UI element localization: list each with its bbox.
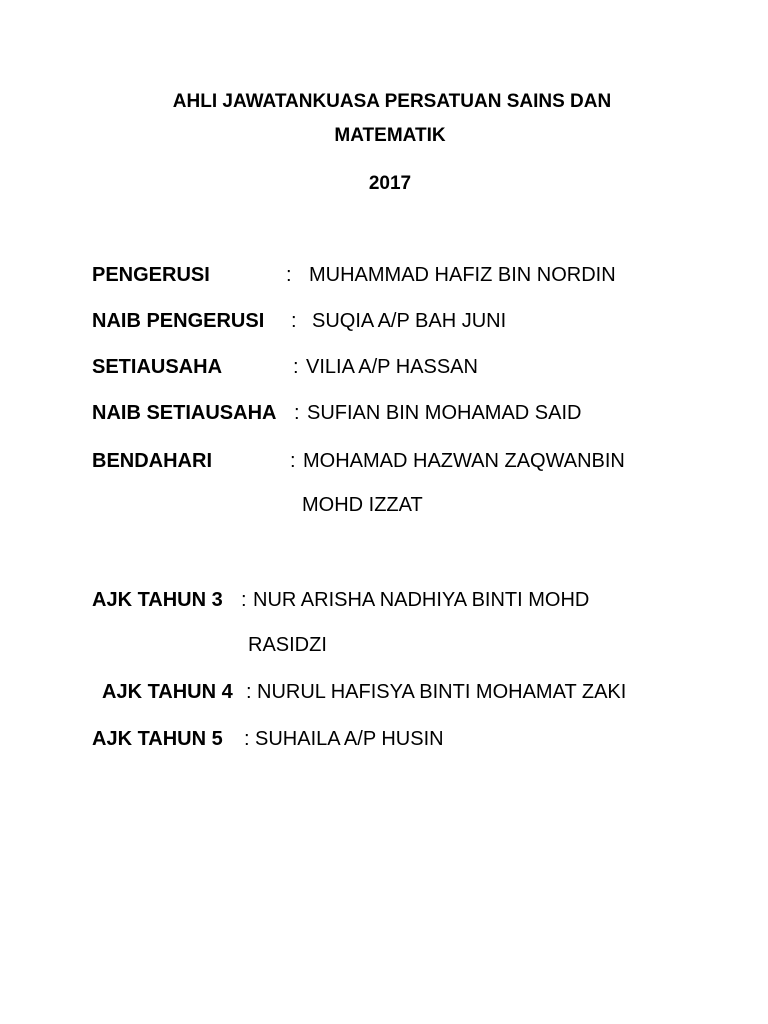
role-ajk-tahun-4: AJK TAHUN 4 bbox=[102, 681, 233, 703]
name-setiausaha: VILIA A/P HASSAN bbox=[306, 356, 478, 378]
separator-ajk-tahun-5: : bbox=[244, 728, 250, 750]
separator-naib-setiausaha: : bbox=[294, 402, 300, 424]
role-bendahari: BENDAHARI bbox=[92, 450, 212, 472]
name-naib-pengerusi: SUQIA A/P BAH JUNI bbox=[312, 310, 507, 332]
role-ajk-tahun-5: AJK TAHUN 5 bbox=[92, 728, 223, 750]
name-ajk-tahun-5: SUHAILA A/P HUSIN bbox=[255, 728, 444, 750]
document-title-line-1: AHLI JAWATANKUASA PERSATUAN SAINS DAN bbox=[172, 91, 612, 112]
separator-bendahari: : bbox=[290, 450, 296, 472]
role-setiausaha: SETIAUSAHA bbox=[92, 356, 223, 378]
name-naib-setiausaha: SUFIAN BIN MOHAMAD SAID bbox=[307, 402, 582, 424]
separator-pengerusi: : bbox=[286, 264, 292, 286]
name-pengerusi: MUHAMMAD HAFIZ BIN NORDIN bbox=[309, 264, 616, 286]
document-title-line-2: MATEMATIK bbox=[334, 125, 446, 146]
role-naib-setiausaha: NAIB SETIAUSAHA bbox=[92, 402, 277, 424]
separator-ajk-tahun-4: : bbox=[246, 681, 252, 703]
separator-naib-pengerusi: : bbox=[291, 310, 297, 332]
role-ajk-tahun-3: AJK TAHUN 3 bbox=[92, 589, 223, 611]
role-naib-pengerusi: NAIB PENGERUSI bbox=[92, 310, 265, 332]
name-ajk-tahun-3-cont: RASIDZI bbox=[248, 634, 327, 656]
role-pengerusi: PENGERUSI bbox=[92, 264, 210, 286]
separator-setiausaha: : bbox=[293, 356, 299, 378]
name-ajk-tahun-3: NUR ARISHA NADHIYA BINTI MOHD bbox=[253, 589, 590, 611]
separator-ajk-tahun-3: : bbox=[241, 589, 247, 611]
document-year: 2017 bbox=[368, 173, 412, 194]
name-ajk-tahun-4: NURUL HAFISYA BINTI MOHAMAT ZAKI bbox=[257, 681, 627, 703]
name-bendahari-cont: MOHD IZZAT bbox=[302, 494, 423, 516]
name-bendahari: MOHAMAD HAZWAN ZAQWANBIN bbox=[303, 450, 625, 472]
